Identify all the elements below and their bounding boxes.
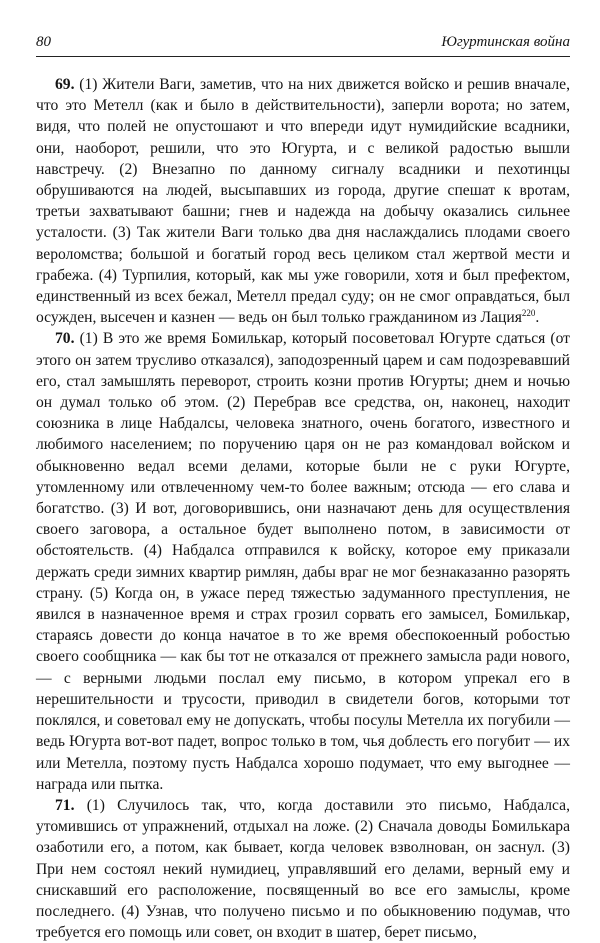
chapter-number-71: 71. bbox=[55, 796, 75, 814]
running-title: Югуртинская война bbox=[441, 34, 570, 50]
page-number: 80 bbox=[36, 34, 51, 50]
paragraph-70-text: (1) В это же время Бомилькар, который посоветовал Югурте сдаться (от этого он затем трусливо отказался), заподозренный царем и сам подозревавший его, стал замышлять переворот, строить козни против Югурты; днем и ночью он думал только об этом. (2) Перебрав все средства, он, наконец, находит союзника в лице Набдалсы, человека знатного, очень богатого, известного и любимого населением; по поручению царя он не раз командовал войском и обыкновенно ведал всеми делами, которые были не с руки Югурте, утомленному или отвлеченному чем-то более важным; отсюда — его слава и богатство. (3) И вот, договорившись, они назначают день для осуществления своего заговора, а остальное будет выполнено потом, в зависимости от обстоятельств. (4) Набдалса отправился к войску, которое ему приказали держать среди зимних квартир римлян, дабы враг не мог безнаказанно разорять страну. (5) Когда он, в ужасе перед тяжестью задуманного преступления, не явился в назначенное время и страх грозил сорвать его замысел, Бомилькар, стараясь довести до конца начатое в то же время обеспокоенный робостью своего сообщника — как бы тот не отказался от прежнего замысла ради нового, — с верными людьми послал ему письмо, в котором упрекал его в нерешительности и трусости, приводил в свидетели богов, которыми тот поклялся, и советовал ему не допускать, чтобы посулы Метелла их погубили — ведь Югурта вот-вот падет, вопрос только в том, чья доблесть его погубит — их или Метелла, поэтому пусть Набдалса хорошо подумает, что ему выгоднее — награда или пытка. bbox=[36, 330, 570, 793]
paragraph-71 bbox=[36, 795, 570, 943]
chapter-number-70: 70. bbox=[55, 330, 75, 348]
paragraph-70 bbox=[36, 328, 570, 794]
footnote-marker-220: 220 bbox=[521, 308, 536, 319]
chapter-number-69: 69. bbox=[55, 76, 75, 93]
page-header bbox=[36, 34, 570, 51]
paragraph-69-end: . bbox=[535, 309, 540, 327]
body-text bbox=[36, 74, 570, 943]
paragraph-69-text: (1) Жители Ваги, заметив, что на них движется войско и решив вначале, что это Метелл (как и было в действительности), заперли ворота; но затем, видя, что полей не опустошают и что впереди идут нумидийские всадники, они, наоборот, решили, что это Югурта, и с великой радостью вышли навстречу. (2) Внезапно по данному сигналу всадники и пехотинцы обрушиваются на людей, высыпавших из города, другие спешат к вротам, третьи захватывают башни; гнев и надежда на добычу оказались сильнее усталости. (3) Так жители Ваги только два дня наслаждались плодами своего вероломства; большой и богатый город весь целиком стал жертвой мести и грабежа. (4) Турпилия, который, как мы уже говорили, хотя и был префектом, единственный из всех бежал, Метелл предал суду; он не смог оправдаться, был осужден, высечен и казнен — ведь он был только гражданином из Лация bbox=[36, 76, 570, 327]
header-rule bbox=[36, 56, 570, 57]
paragraph-69 bbox=[36, 74, 570, 328]
paragraph-71-text: (1) Случилось так, что, когда доставили это письмо, Набдалса, утомившись от упражнений, отдыхал на ложе. (2) Сначала доводы Бомилькара озаботили его, а потом, как бывает, когда человек взволнован, он заснул. (3) При нем состоял некий нумидиец, управлявший его делами, верный ему и снискавший его расположение, посвященный во все его замыслы, кроме последнего. (4) Узнав, что получено письмо и по обыкновению подумав, что требуется его помощь или совет, он входит в шатер, берет письмо, bbox=[36, 796, 570, 942]
